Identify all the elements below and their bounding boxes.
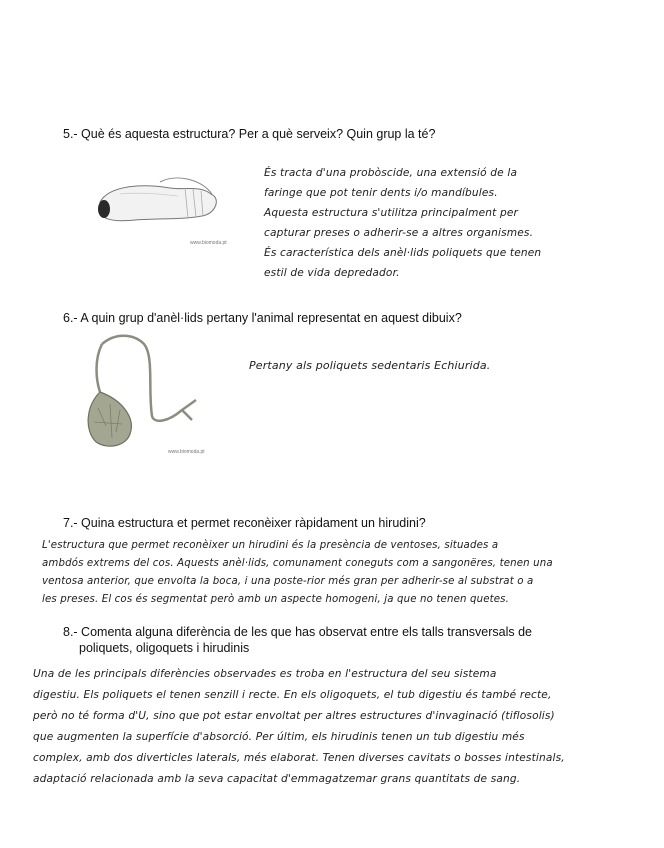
answer-5-line: És tracta d'una probòscide, una extensió de la: [264, 167, 518, 179]
answer-8: [33, 664, 565, 790]
answer-7: [42, 537, 553, 609]
question-7: 7.- Quina estructura et permet reconèixer ràpidament un hirudini?: [63, 516, 426, 530]
question-8-continuation: poliquets, oligoquets i hirudinis: [79, 641, 250, 655]
answer-5-line: És característica dels anèl·lids poliquets que tenen: [264, 247, 542, 259]
question-5: 5.- Què és aquesta estructura? Per a què serveix? Quin grup la té?: [63, 127, 436, 141]
image-credit-5: www.biomoda.pt: [190, 240, 227, 246]
answer-8-line: complex, amb dos diverticles laterals, més elaborat. Tenen diverses cavitats o bosses intestinals,: [33, 752, 565, 764]
answer-5: [264, 163, 541, 283]
answer-5-line: capturar preses o adherir-se a altres organismes.: [264, 227, 534, 239]
answer-7-line: les preses. El cos és segmentat però amb un aspecte homogeni, ja que no tenen quetes.: [42, 594, 510, 605]
question-8: 8.- Comenta alguna diferència de les que has observat entre els talls transversals de: [63, 625, 533, 639]
proboscis-illustration: [90, 172, 230, 242]
answer-8-line: digestiu. Els poliquets el tenen senzill i recte. En els oligoquets, el tub digestiu és també recte,: [33, 689, 552, 701]
answer-8-line: però no té forma d'U, sino que pot estar envoltat per altres estructures d'invaginació (tiflosolis): [33, 710, 555, 722]
answer-7-line: ventosa anterior, que envolta la boca, i una poste-rior més gran per adherir-se al substrat o a: [42, 576, 534, 587]
answer-8-line: Una de les principals diferències observades es troba en l'estructura del seu sistema: [33, 668, 497, 680]
image-credit-6: www.biomoda.pt: [168, 449, 205, 455]
answer-6: Pertany als poliquets sedentaris Echiurida.: [249, 359, 491, 372]
answer-5-line: Aquesta estructura s'utilitza principalment per: [264, 207, 518, 219]
answer-7-line: L'estructura que permet reconèixer un hirudini és la presència de ventoses, situades a: [42, 540, 499, 551]
answer-7-line: ambdós extrems del cos. Aquests anèl·lids, comunament coneguts com a sangonëres, tenen una: [42, 558, 553, 569]
echiurid-illustration: [82, 330, 200, 450]
answer-5-line: faringe que pot tenir dents i/o mandíbules.: [264, 187, 498, 199]
answer-8-line: que augmenten la superfície d'absorció. Per últim, els hirudinis tenen un tub digestiu més: [33, 731, 525, 743]
question-6: 6.- A quin grup d'anèl·lids pertany l'animal representat en aquest dibuix?: [63, 311, 462, 325]
answer-5-line: estil de vida depredador.: [264, 267, 400, 279]
answer-8-line: adaptació relacionada amb la seva capacitat d'emmagatzemar grans quantitats de sang.: [33, 773, 521, 785]
